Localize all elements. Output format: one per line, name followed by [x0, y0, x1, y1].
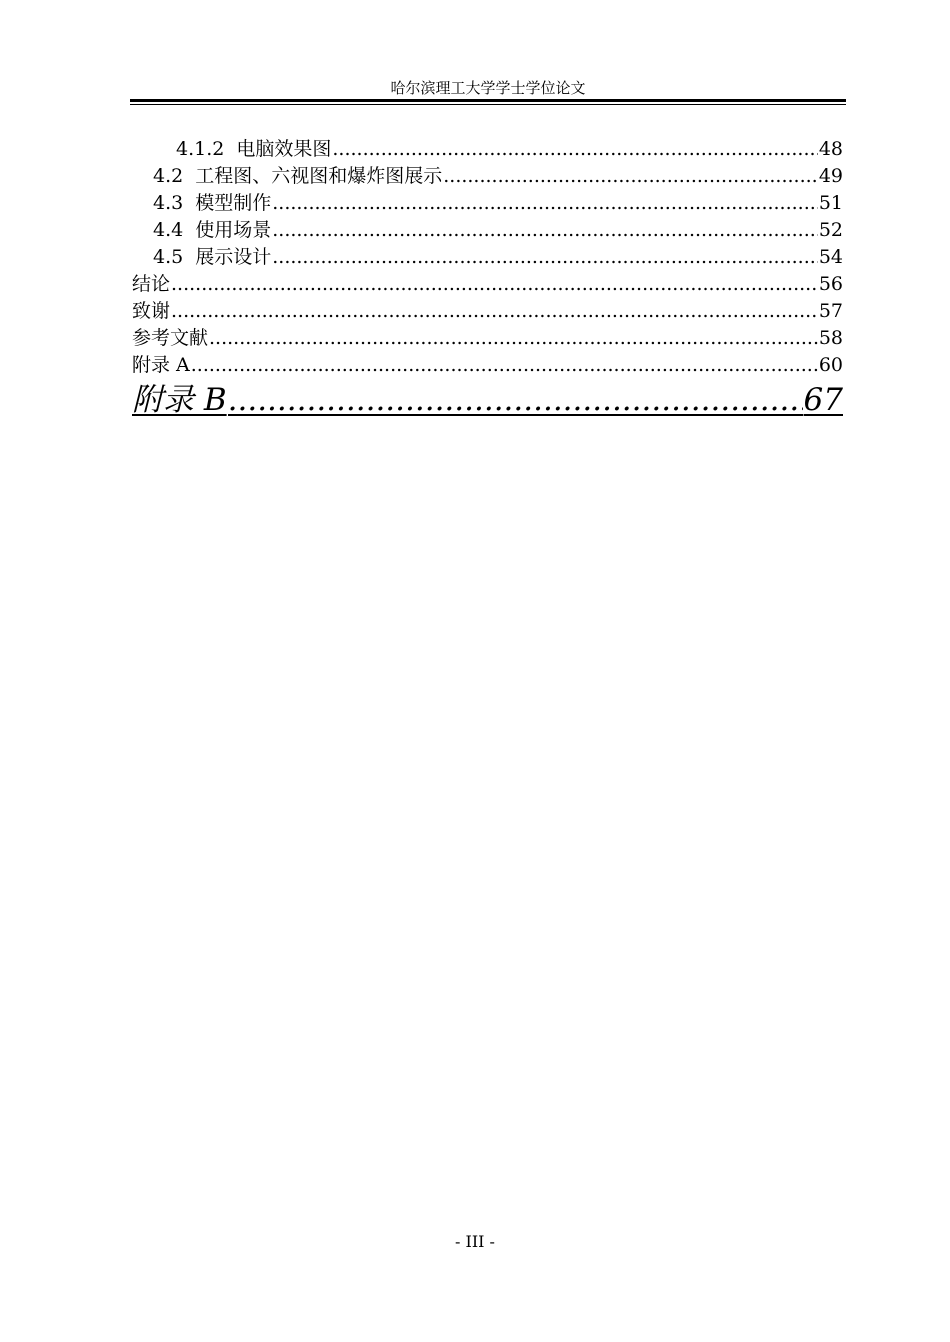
toc-entry-page: 52 [818, 219, 843, 241]
toc-entry-page: 54 [818, 246, 843, 268]
toc-entry-number: 4.2 [153, 165, 184, 187]
header-rule-thick [130, 99, 846, 102]
toc-dot-leader [443, 165, 818, 187]
toc-entry-title: 电脑效果图 [236, 138, 332, 160]
toc-dot-leader [191, 354, 818, 376]
toc-dot-leader [272, 219, 818, 241]
toc-entry-page: 60 [818, 354, 843, 376]
toc-entry-appendix-b[interactable] [132, 376, 843, 418]
toc-entry-title: 展示设计 [195, 246, 272, 268]
toc-entry-title: 参考文献 [132, 327, 209, 349]
toc-entry-references[interactable] [132, 322, 843, 349]
toc-entry-4-1-2[interactable] [132, 133, 843, 160]
toc-dot-leader [209, 327, 818, 349]
toc-entry-page: 56 [818, 273, 843, 295]
toc-entry-title: 致谢 [132, 300, 171, 322]
toc-entry-page: 48 [818, 138, 843, 160]
toc-entry-conclusion[interactable] [132, 268, 843, 295]
toc-entry-page: 49 [818, 165, 843, 187]
toc-entry-title: 使用场景 [195, 219, 272, 241]
toc-entry-number: 4.3 [153, 192, 184, 214]
toc-dot-leader [228, 382, 803, 418]
toc-dot-leader [272, 192, 818, 214]
toc-entry-title: 附录 B [132, 382, 227, 418]
toc-entry-acknowledgements[interactable] [132, 295, 843, 322]
toc-dot-leader [272, 246, 818, 268]
toc-dot-leader [171, 300, 818, 322]
toc-entry-number: 4.1.2 [176, 138, 225, 160]
toc-entry-page: 57 [818, 300, 843, 322]
running-header: 哈尔滨理工大学学士学位论文 [390, 79, 586, 97]
toc-entry-page: 51 [818, 192, 843, 214]
table-of-contents [132, 133, 843, 418]
page-number: - III - [455, 1232, 495, 1251]
toc-entry-page: 58 [818, 327, 843, 349]
toc-entry-number: 4.4 [153, 219, 184, 241]
toc-entry-page: 67 [803, 382, 843, 418]
toc-entry-title: 模型制作 [195, 192, 272, 214]
toc-entry-appendix-a[interactable] [132, 349, 843, 376]
toc-entry-title: 附录 A [132, 354, 190, 376]
toc-entry-number: 4.5 [153, 246, 184, 268]
toc-entry-4-3[interactable] [132, 187, 843, 214]
toc-entry-4-4[interactable] [132, 214, 843, 241]
header-rule-thin [130, 104, 846, 105]
toc-entry-title: 工程图、六视图和爆炸图展示 [195, 165, 443, 187]
toc-dot-leader [332, 138, 817, 160]
toc-entry-title: 结论 [132, 273, 171, 295]
toc-entry-4-5[interactable] [132, 241, 843, 268]
toc-entry-4-2[interactable] [132, 160, 843, 187]
toc-dot-leader [171, 273, 818, 295]
